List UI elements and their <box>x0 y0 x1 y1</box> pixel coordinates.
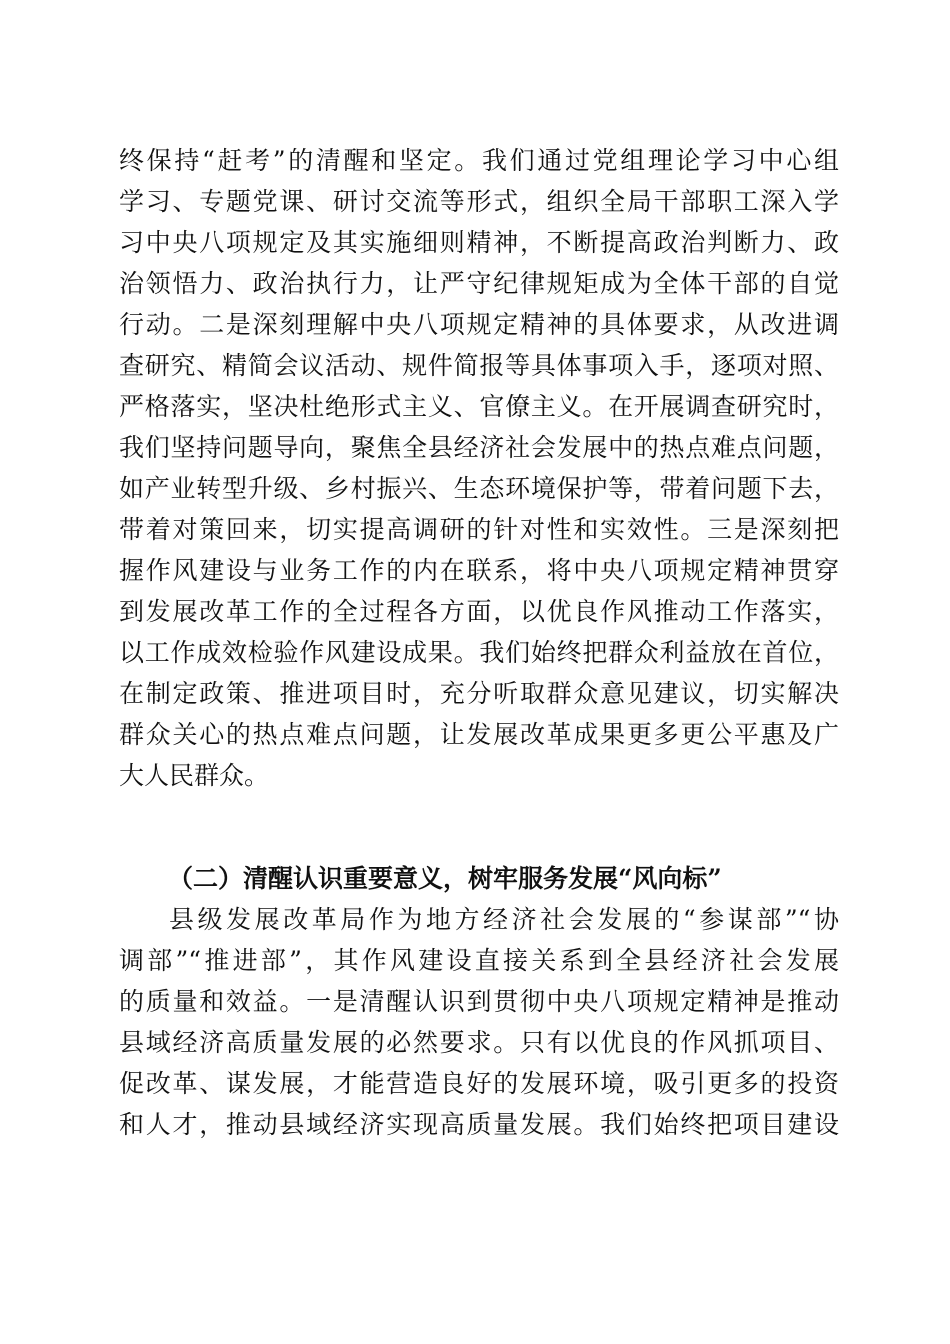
paragraph-line: 带着对策回来，切实提高调研的针对性和实效性。三是深刻把 <box>119 515 839 544</box>
paragraph-2 <box>119 899 839 1145</box>
paragraph-line: 查研究、精简会议活动、规件简报等具体事项入手，逐项对照、 <box>119 351 839 380</box>
paragraph-line: 大人民群众。 <box>119 761 270 790</box>
section-heading: （二）清醒认识重要意义，树牢服务发展“风向标” <box>168 864 722 893</box>
paragraph-line: 如产业转型升级、乡村振兴、生态环境保护等，带着问题下去， <box>119 474 839 503</box>
paragraph-line: 县域经济高质量发展的必然要求。只有以优良的作风抓项目、 <box>119 1028 839 1057</box>
paragraph-line: 治领悟力、政治执行力，让严守纪律规矩成为全体干部的自觉 <box>119 269 839 298</box>
paragraph-line: 调部”“推进部”，其作风建设直接关系到全县经济社会发展 <box>119 946 839 975</box>
paragraph-line: 县级发展改革局作为地方经济社会发展的“参谋部”“协 <box>169 905 839 934</box>
paragraph-line: 学习、专题党课、研讨交流等形式，组织全局干部职工深入学 <box>119 187 839 216</box>
paragraph-line: 到发展改革工作的全过程各方面，以优良作风推动工作落实， <box>119 597 839 626</box>
paragraph-line: 握作风建设与业务工作的内在联系，将中央八项规定精神贯穿 <box>119 556 839 585</box>
paragraph-line: 习中央八项规定及其实施细则精神，不断提高政治判断力、政 <box>119 228 839 257</box>
paragraph-1 <box>119 140 839 796</box>
paragraph-line: 群众关心的热点难点问题，让发展改革成果更多更公平惠及广 <box>119 720 839 749</box>
paragraph-line: 以工作成效检验作风建设成果。我们始终把群众利益放在首位， <box>119 638 839 667</box>
paragraph-line: 我们坚持问题导向，聚焦全县经济社会发展中的热点难点问题， <box>119 433 839 462</box>
paragraph-line: 在制定政策、推进项目时，充分听取群众意见建议，切实解决 <box>119 679 839 708</box>
paragraph-line: 促改革、谋发展，才能营造良好的发展环境，吸引更多的投资 <box>119 1069 839 1098</box>
paragraph-line: 终保持“赶考”的清醒和坚定。我们通过党组理论学习中心组 <box>119 146 839 175</box>
paragraph-line: 行动。二是深刻理解中央八项规定精神的具体要求，从改进调 <box>119 310 839 339</box>
paragraph-line: 和人才，推动县域经济实现高质量发展。我们始终把项目建设 <box>119 1110 839 1139</box>
paragraph-line: 严格落实，坚决杜绝形式主义、官僚主义。在开展调查研究时， <box>119 392 839 421</box>
paragraph-line: 的质量和效益。一是清醒认识到贯彻中央八项规定精神是推动 <box>119 987 839 1016</box>
